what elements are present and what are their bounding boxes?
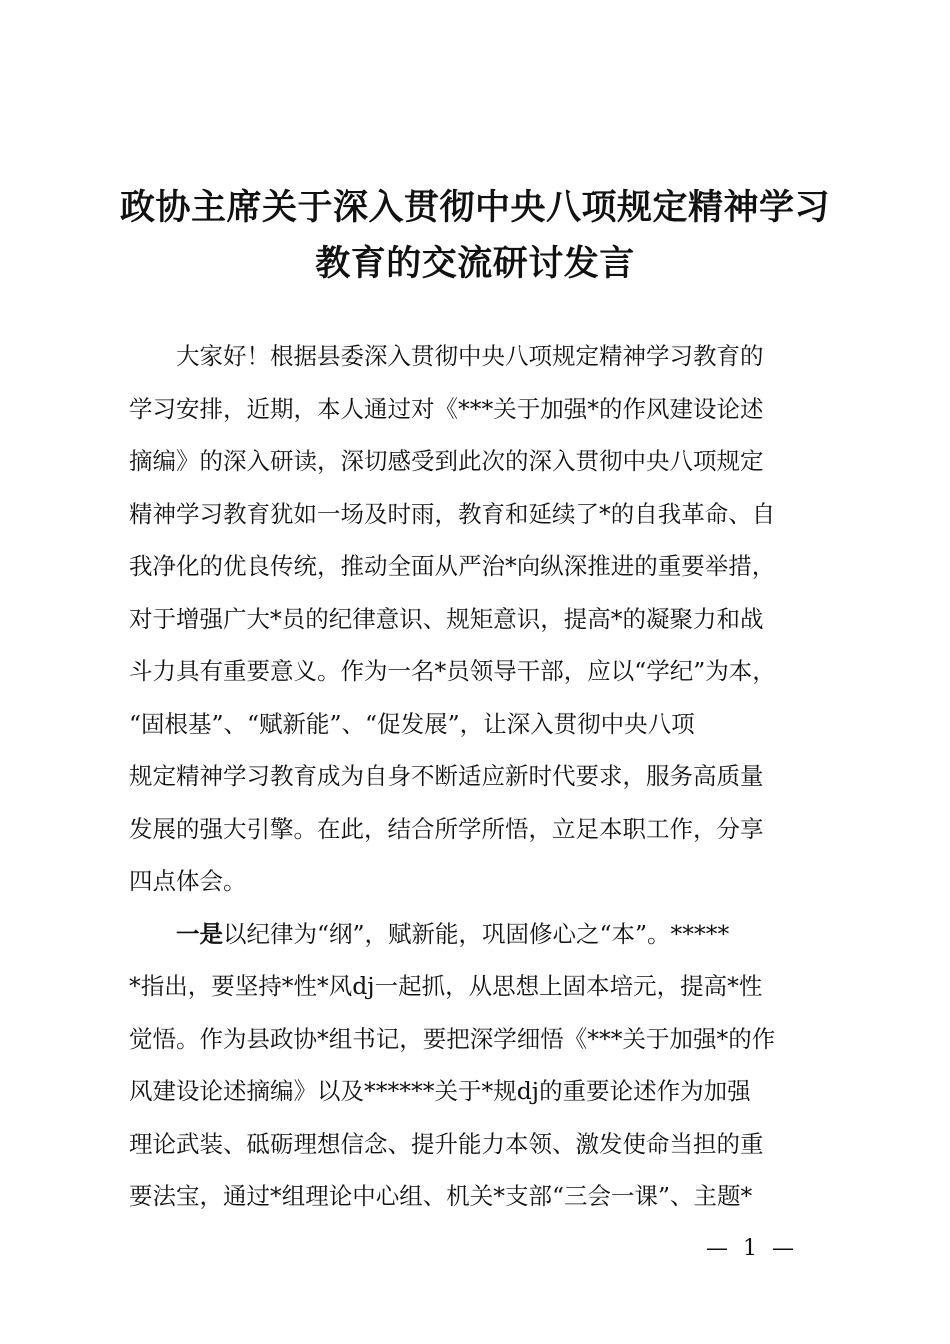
paragraph-line: 风建设论述摘编》以及******关于*规dj的重要论述作为加强: [129, 1077, 751, 1105]
paragraph-line: 斗力具有重要意义。作为一名*员领导干部，应以“学纪”为本，: [129, 657, 776, 685]
paragraph-line: 规定精神学习教育成为自身不断适应新时代要求，服务高质量: [129, 762, 764, 790]
paragraph-line: 摘编》的深入研读，深切感受到此次的深入贯彻中央八项规定: [129, 447, 764, 475]
paragraph-line: *指出，要坚持*性*风dj一起抓，从思想上固本培元，提高*性: [129, 972, 763, 1000]
paragraph-line: 大家好！根据县委深入贯彻中央八项规定精神学习教育的: [176, 342, 764, 370]
paragraph-line: [129, 908, 829, 961]
paragraph-line: 发展的强大引擎。在此，结合所学所悟，立足本职工作，分享: [129, 814, 764, 843]
paragraph-line: 觉悟。作为县政协*组书记，要把深学细悟《***关于加强*的作: [129, 1024, 776, 1053]
paragraph-line: 要法宝，通过*组理论中心组、机关*支部“三会一课”、主题*: [129, 1182, 753, 1210]
document-title: [100, 180, 850, 292]
paragraph-1: [129, 330, 829, 908]
paragraph-2: [129, 908, 829, 1223]
paragraph-lead: 一是: [176, 919, 223, 948]
paragraph-line: 对于增强广大*员的纪律意识、规矩意识，提高*的凝聚力和战: [129, 604, 764, 633]
title-line-2: 教育的交流研讨发言: [315, 243, 635, 284]
page-number: — 1 —: [706, 1236, 798, 1261]
paragraph-line: 四点体会。: [129, 867, 247, 895]
paragraph-line: 理论武装、砥砺理想信念、提升能力本领、激发使命当担的重: [129, 1129, 764, 1158]
paragraph-line: 学习安排，近期，本人通过对《***关于加强*的作风建设论述: [129, 394, 764, 423]
paragraph-line: “固根基”、“赋新能”、“促发展”，让深入贯彻中央八项: [129, 709, 695, 738]
paragraph-line: 我净化的优良传统，推动全面从严治*向纵深推进的重要举措，: [129, 552, 776, 580]
title-line-1: 政协主席关于深入贯彻中央八项规定精神学习: [119, 187, 830, 228]
paragraph-line-rest: 以纪律为“纲”，赋新能，巩固修心之“本”。*****: [223, 919, 730, 948]
document-body: [129, 330, 829, 1223]
paragraph-line: 精神学习教育犹如一场及时雨，教育和延续了*的自我革命、自: [129, 499, 776, 528]
